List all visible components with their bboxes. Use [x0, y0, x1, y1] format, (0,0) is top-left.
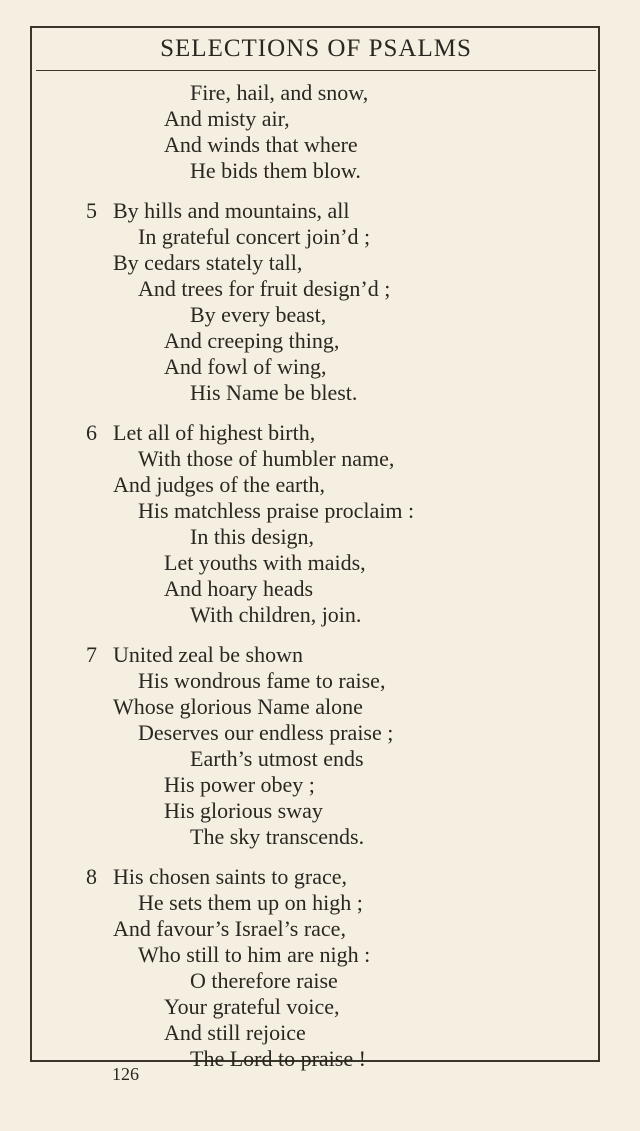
verse-line [0, 942, 640, 968]
verse-line [0, 916, 640, 942]
verse-line-text: His chosen saints to grace, [113, 864, 347, 889]
stanza-number: 8 [86, 864, 97, 889]
verse-line [0, 498, 640, 524]
verse-line-text: And winds that where [164, 132, 358, 157]
stanza [0, 420, 640, 628]
verse-line [0, 524, 640, 550]
verse-line [0, 642, 640, 668]
verse-line-text: And creeping thing, [164, 328, 340, 353]
verse-line [0, 276, 640, 302]
verse-line-text: And judges of the earth, [113, 472, 325, 497]
verse-line-text: In grateful concert join’d ; [138, 224, 371, 249]
psalm-text [0, 80, 640, 1086]
stanza [0, 864, 640, 1072]
verse-line [0, 772, 640, 798]
verse-line [0, 798, 640, 824]
verse-line-text: And still rejoice [164, 1020, 306, 1045]
verse-line [0, 668, 640, 694]
verse-line-text: United zeal be shown [113, 642, 303, 667]
verse-line [0, 250, 640, 276]
verse-line-text: And favour’s Israel’s race, [113, 916, 346, 941]
verse-line [0, 472, 640, 498]
verse-line-text: And trees for fruit design’d ; [138, 276, 391, 301]
stanza-number: 7 [86, 642, 97, 667]
verse-line [0, 746, 640, 772]
verse-line [0, 302, 640, 328]
header-rule [36, 70, 596, 71]
verse-line [0, 890, 640, 916]
stanza-number: 5 [86, 198, 97, 223]
verse-line-text: His matchless praise proclaim : [138, 498, 415, 523]
verse-line [0, 420, 640, 446]
verse-line-text: And fowl of wing, [164, 354, 327, 379]
verse-line [0, 694, 640, 720]
verse-line-text: His glorious sway [164, 798, 323, 823]
verse-line-text: His power obey ; [164, 772, 315, 797]
verse-line-text: By every beast, [190, 302, 327, 327]
verse-line [0, 328, 640, 354]
verse-line [0, 1046, 640, 1072]
verse-line [0, 380, 640, 406]
verse-line [0, 576, 640, 602]
verse-line-text: Who still to him are nigh : [138, 942, 371, 967]
verse-line-text: The Lord to praise ! [190, 1046, 366, 1071]
verse-line-text: Fire, hail, and snow, [190, 80, 369, 105]
verse-line [0, 1020, 640, 1046]
verse-line-text: Whose glorious Name alone [113, 694, 363, 719]
page-number: 126 [112, 1064, 139, 1084]
verse-line-text: Your grateful voice, [164, 994, 340, 1019]
verse-line-text: With children, join. [190, 602, 362, 627]
verse-line-text: He bids them blow. [190, 158, 361, 183]
verse-line-text: Let all of highest birth, [113, 420, 316, 445]
verse-line [0, 106, 640, 132]
verse-line-text: His Name be blest. [190, 380, 358, 405]
stanza [0, 198, 640, 406]
verse-line [0, 224, 640, 250]
verse-line-text: By hills and mountains, all [113, 198, 350, 223]
verse-line-text: His wondrous fame to raise, [138, 668, 386, 693]
verse-line [0, 158, 640, 184]
verse-line [0, 354, 640, 380]
verse-line [0, 864, 640, 890]
verse-line [0, 602, 640, 628]
verse-line-text: Deserves our endless praise ; [138, 720, 394, 745]
stanza [0, 642, 640, 850]
verse-line [0, 550, 640, 576]
verse-line-text: In this design, [190, 524, 315, 549]
verse-line-text: Earth’s utmost ends [190, 746, 364, 771]
verse-line [0, 446, 640, 472]
verse-line [0, 968, 640, 994]
verse-line [0, 720, 640, 746]
verse-line-text: Let youths with maids, [164, 550, 366, 575]
verse-line [0, 994, 640, 1020]
verse-line [0, 132, 640, 158]
verse-line-text: He sets them up on high ; [138, 890, 363, 915]
page-title: SELECTIONS OF PSALMS [160, 35, 472, 62]
stanza [0, 80, 640, 184]
verse-line-text: And hoary heads [164, 576, 314, 601]
verse-line [0, 80, 640, 106]
verse-line-text: By cedars stately tall, [113, 250, 303, 275]
verse-line-text: With those of humbler name, [138, 446, 395, 471]
verse-line-text: The sky transcends. [190, 824, 365, 849]
verse-line-text: And misty air, [164, 106, 290, 131]
verse-line [0, 198, 640, 224]
verse-line [0, 824, 640, 850]
stanza-number: 6 [86, 420, 97, 445]
verse-line-text: O therefore raise [190, 968, 338, 993]
